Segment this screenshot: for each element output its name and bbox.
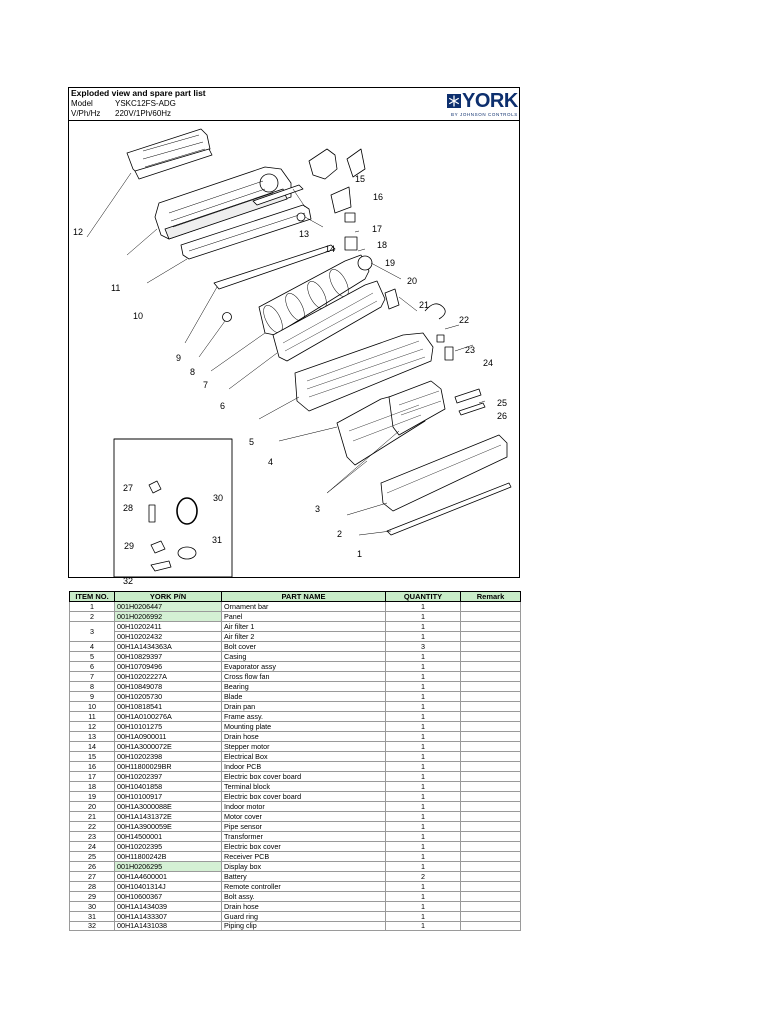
- part-name-cell: Electrical Box: [222, 752, 386, 762]
- york-pn-cell: 00H10202227A: [115, 672, 222, 682]
- part-name-cell: Air filter 2: [222, 632, 386, 642]
- quantity-cell: 1: [386, 602, 461, 612]
- callout-7: 7: [203, 380, 209, 390]
- item-no-cell: 7: [70, 672, 115, 682]
- callout-1: 1: [357, 549, 363, 559]
- item-no-cell: 5: [70, 652, 115, 662]
- quantity-cell: 1: [386, 652, 461, 662]
- table-row: [70, 732, 521, 742]
- quantity-cell: 1: [386, 802, 461, 812]
- part-name-cell: Bearing: [222, 682, 386, 692]
- part-name-cell: Stepper motor: [222, 742, 386, 752]
- col-header-part-name: PART NAME: [222, 592, 386, 602]
- item-no-cell: 26: [70, 862, 115, 872]
- logo-wordmark: YORK: [462, 90, 518, 112]
- callout-4: 4: [268, 457, 274, 467]
- mounting-plate-part: [127, 129, 212, 179]
- york-pn-cell: 00H10818541: [115, 702, 222, 712]
- part-name-cell: Cross flow fan: [222, 672, 386, 682]
- part-name-cell: Bolt cover: [222, 642, 386, 652]
- table-row: [70, 792, 521, 802]
- callout-12: 12: [73, 227, 84, 237]
- table-row: [70, 602, 521, 612]
- callout-13: 13: [299, 229, 310, 239]
- logo-subtitle: BY JOHNSON CONTROLS: [451, 112, 518, 117]
- york-pn-cell: 001H0206992: [115, 612, 222, 622]
- quantity-cell: 1: [386, 752, 461, 762]
- callout-17: 17: [372, 224, 383, 234]
- quantity-cell: 1: [386, 742, 461, 752]
- quantity-cell: 1: [386, 852, 461, 862]
- col-header-quantity: QUANTITY: [386, 592, 461, 602]
- remark-cell: [461, 802, 521, 812]
- part-name-cell: Electric box cover board: [222, 792, 386, 802]
- remark-cell: [461, 862, 521, 872]
- remark-cell: [461, 632, 521, 642]
- exploded-view-diagram: [69, 121, 519, 586]
- quantity-cell: 1: [386, 722, 461, 732]
- table-row: [70, 832, 521, 842]
- remark-cell: [461, 702, 521, 712]
- part-name-cell: Indoor motor: [222, 802, 386, 812]
- remark-cell: [461, 842, 521, 852]
- quantity-cell: 1: [386, 692, 461, 702]
- table-row: [70, 632, 521, 642]
- parts-table: [69, 591, 521, 931]
- quantity-cell: 1: [386, 772, 461, 782]
- air-filter-part: [337, 381, 445, 465]
- york-pn-cell: 00H1A0900011: [115, 732, 222, 742]
- snowflake-icon: [447, 94, 461, 108]
- remark-cell: [461, 682, 521, 692]
- table-row: [70, 912, 521, 922]
- york-pn-cell: 001H0206295: [115, 862, 222, 872]
- remark-cell: [461, 752, 521, 762]
- table-row: [70, 852, 521, 862]
- table-row: [70, 902, 521, 912]
- table-row: [70, 772, 521, 782]
- part-name-cell: Evaporator assy: [222, 662, 386, 672]
- remark-cell: [461, 772, 521, 782]
- item-no-cell: 6: [70, 662, 115, 672]
- table-row: [70, 702, 521, 712]
- table-row: [70, 722, 521, 732]
- york-pn-cell: 00H1A3000072E: [115, 742, 222, 752]
- callout-32: 32: [123, 576, 134, 586]
- table-row: [70, 692, 521, 702]
- remark-cell: [461, 882, 521, 892]
- quantity-cell: 1: [386, 862, 461, 872]
- item-no-cell: 2: [70, 612, 115, 622]
- remark-cell: [461, 622, 521, 632]
- part-name-cell: Ornament bar: [222, 602, 386, 612]
- part-name-cell: Blade: [222, 692, 386, 702]
- item-no-cell: 13: [70, 732, 115, 742]
- table-row: [70, 662, 521, 672]
- table-row: [70, 872, 521, 882]
- table-row: [70, 612, 521, 622]
- remark-cell: [461, 782, 521, 792]
- callout-29: 29: [124, 541, 135, 551]
- york-pn-cell: 00H1A1434039: [115, 902, 222, 912]
- remark-cell: [461, 872, 521, 882]
- item-no-cell: 24: [70, 842, 115, 852]
- callout-2: 2: [337, 529, 343, 539]
- york-pn-cell: 00H10401314J: [115, 882, 222, 892]
- part-name-cell: Display box: [222, 862, 386, 872]
- remark-cell: [461, 792, 521, 802]
- part-name-cell: Pipe sensor: [222, 822, 386, 832]
- quantity-cell: 1: [386, 792, 461, 802]
- quantity-cell: 1: [386, 842, 461, 852]
- item-no-cell: 4: [70, 642, 115, 652]
- callout-25: 25: [497, 398, 508, 408]
- callout-5: 5: [249, 437, 255, 447]
- remark-cell: [461, 662, 521, 672]
- item-no-cell: 22: [70, 822, 115, 832]
- item-no-cell: 30: [70, 902, 115, 912]
- york-pn-cell: 00H1A1431372E: [115, 812, 222, 822]
- item-no-cell: 12: [70, 722, 115, 732]
- voltage-value: 220V/1Ph/60Hz: [115, 109, 172, 118]
- quantity-cell: 1: [386, 702, 461, 712]
- item-no-cell: 19: [70, 792, 115, 802]
- part-name-cell: Motor cover: [222, 812, 386, 822]
- york-pn-cell: 00H14500001: [115, 832, 222, 842]
- callout-23: 23: [465, 345, 476, 355]
- table-row: [70, 802, 521, 812]
- item-no-cell: 23: [70, 832, 115, 842]
- callout-10: 10: [133, 311, 144, 321]
- table-row: [70, 762, 521, 772]
- quantity-cell: 1: [386, 922, 461, 931]
- part-name-cell: Receiver PCB: [222, 852, 386, 862]
- item-no-cell: 20: [70, 802, 115, 812]
- york-pn-cell: 00H10101275: [115, 722, 222, 732]
- table-row: [70, 862, 521, 872]
- callout-31: 31: [212, 535, 223, 545]
- quantity-cell: 1: [386, 672, 461, 682]
- part-name-cell: Electric box cover board: [222, 772, 386, 782]
- york-pn-cell: 00H10849078: [115, 682, 222, 692]
- item-no-cell: 10: [70, 702, 115, 712]
- part-name-cell: Transformer: [222, 832, 386, 842]
- quantity-cell: 1: [386, 902, 461, 912]
- part-name-cell: Air filter 1: [222, 622, 386, 632]
- remark-cell: [461, 642, 521, 652]
- col-header-york-pn: YORK P/N: [115, 592, 222, 602]
- item-no-cell: 27: [70, 872, 115, 882]
- table-row: [70, 672, 521, 682]
- part-name-cell: Mounting plate: [222, 722, 386, 732]
- remark-cell: [461, 852, 521, 862]
- model-label: Model: [71, 99, 93, 108]
- remark-cell: [461, 712, 521, 722]
- item-no-cell: 29: [70, 892, 115, 902]
- table-row: [70, 892, 521, 902]
- table-row: [70, 782, 521, 792]
- callout-26: 26: [497, 411, 508, 421]
- callout-21: 21: [419, 300, 430, 310]
- part-name-cell: Terminal block: [222, 782, 386, 792]
- table-row: [70, 712, 521, 722]
- callout-20: 20: [407, 276, 418, 286]
- york-pn-cell: 00H10202395: [115, 842, 222, 852]
- callout-27: 27: [123, 483, 134, 493]
- part-name-cell: Electric box cover: [222, 842, 386, 852]
- model-value: YSKC12FS-ADG: [115, 99, 176, 108]
- york-pn-cell: 00H1A0100276A: [115, 712, 222, 722]
- remark-cell: [461, 732, 521, 742]
- part-name-cell: Panel: [222, 612, 386, 622]
- callout-9: 9: [176, 353, 182, 363]
- part-name-cell: Guard ring: [222, 912, 386, 922]
- item-no-cell: 18: [70, 782, 115, 792]
- item-no-cell: 17: [70, 772, 115, 782]
- quantity-cell: 1: [386, 762, 461, 772]
- item-no-cell: 31: [70, 912, 115, 922]
- callout-numbers: [73, 174, 507, 586]
- remark-cell: [461, 722, 521, 732]
- callout-11: 11: [111, 283, 121, 293]
- part-name-cell: Piping clip: [222, 922, 386, 931]
- table-row: [70, 922, 521, 931]
- york-pn-cell: 00H10202411: [115, 622, 222, 632]
- panel-part: [381, 435, 507, 511]
- remark-cell: [461, 912, 521, 922]
- table-header-row: [70, 592, 521, 602]
- table-row: [70, 752, 521, 762]
- quantity-cell: 1: [386, 632, 461, 642]
- quantity-cell: 1: [386, 822, 461, 832]
- york-pn-cell: 00H10202398: [115, 752, 222, 762]
- accessories-part: [149, 481, 197, 571]
- remark-cell: [461, 762, 521, 772]
- part-name-cell: Drain hose: [222, 732, 386, 742]
- item-no-cell: 3: [70, 622, 115, 642]
- york-pn-cell: 00H1A1431038: [115, 922, 222, 931]
- remark-cell: [461, 822, 521, 832]
- callout-15: 15: [355, 174, 366, 184]
- york-pn-cell: 00H11800029BR: [115, 762, 222, 772]
- table-row: [70, 842, 521, 852]
- quantity-cell: 1: [386, 682, 461, 692]
- part-name-cell: Remote controller: [222, 882, 386, 892]
- quantity-cell: 1: [386, 712, 461, 722]
- callout-14: 14: [325, 244, 336, 254]
- quantity-cell: 1: [386, 892, 461, 902]
- sheet-title: Exploded view and spare part list: [71, 88, 206, 98]
- remark-cell: [461, 652, 521, 662]
- quantity-cell: 1: [386, 812, 461, 822]
- york-pn-cell: 00H10709496: [115, 662, 222, 672]
- callout-6: 6: [220, 401, 226, 411]
- remark-cell: [461, 672, 521, 682]
- callout-3: 3: [315, 504, 321, 514]
- col-header-item-no: ITEM NO.: [70, 592, 115, 602]
- remark-cell: [461, 922, 521, 931]
- quantity-cell: 1: [386, 732, 461, 742]
- york-pn-cell: 00H1A3000088E: [115, 802, 222, 812]
- item-no-cell: 1: [70, 602, 115, 612]
- part-name-cell: Casing: [222, 652, 386, 662]
- remark-cell: [461, 892, 521, 902]
- york-pn-cell: 001H0206447: [115, 602, 222, 612]
- part-name-cell: Drain hose: [222, 902, 386, 912]
- york-pn-cell: 00H11800242B: [115, 852, 222, 862]
- callout-19: 19: [385, 258, 396, 268]
- item-no-cell: 28: [70, 882, 115, 892]
- item-no-cell: 8: [70, 682, 115, 692]
- table-row: [70, 682, 521, 692]
- item-no-cell: 25: [70, 852, 115, 862]
- quantity-cell: 1: [386, 662, 461, 672]
- quantity-cell: 2: [386, 872, 461, 882]
- table-row: [70, 822, 521, 832]
- york-pn-cell: 00H10202432: [115, 632, 222, 642]
- york-pn-cell: 00H1A1433307: [115, 912, 222, 922]
- table-row: [70, 882, 521, 892]
- item-no-cell: 11: [70, 712, 115, 722]
- york-pn-cell: 00H1A4600001: [115, 872, 222, 882]
- remark-cell: [461, 742, 521, 752]
- callout-30: 30: [213, 493, 224, 503]
- col-header-remark: Remark: [461, 592, 521, 602]
- item-no-cell: 16: [70, 762, 115, 772]
- table-row: [70, 742, 521, 752]
- table-row: [70, 652, 521, 662]
- york-pn-cell: 00H1A3900059E: [115, 822, 222, 832]
- bearing-part: [223, 313, 232, 322]
- remark-cell: [461, 612, 521, 622]
- table-row: [70, 812, 521, 822]
- remark-cell: [461, 692, 521, 702]
- quantity-cell: 1: [386, 912, 461, 922]
- york-pn-cell: 00H1A1434363A: [115, 642, 222, 652]
- item-no-cell: 9: [70, 692, 115, 702]
- york-pn-cell: 00H10202397: [115, 772, 222, 782]
- york-pn-cell: 00H10829397: [115, 652, 222, 662]
- callout-24: 24: [483, 358, 494, 368]
- quantity-cell: 3: [386, 642, 461, 652]
- stepper-motor-part: [297, 213, 305, 221]
- table-row: [70, 622, 521, 632]
- part-name-cell: Drain pan: [222, 702, 386, 712]
- item-no-cell: 32: [70, 922, 115, 931]
- callout-16: 16: [373, 192, 384, 202]
- quantity-cell: 1: [386, 612, 461, 622]
- callout-18: 18: [377, 240, 388, 250]
- remark-cell: [461, 812, 521, 822]
- item-no-cell: 21: [70, 812, 115, 822]
- york-pn-cell: 00H10100917: [115, 792, 222, 802]
- part-name-cell: Frame assy.: [222, 712, 386, 722]
- york-pn-cell: 00H10401858: [115, 782, 222, 792]
- york-pn-cell: 00H10205730: [115, 692, 222, 702]
- voltage-label: V/Ph/Hz: [71, 109, 101, 118]
- remark-cell: [461, 902, 521, 912]
- part-name-cell: Battery: [222, 872, 386, 882]
- quantity-cell: 1: [386, 782, 461, 792]
- quantity-cell: 1: [386, 832, 461, 842]
- callout-8: 8: [190, 367, 196, 377]
- callout-22: 22: [459, 315, 470, 325]
- york-pn-cell: 00H10600367: [115, 892, 222, 902]
- york-logo: [447, 91, 519, 119]
- spare-part-sheet: [68, 87, 520, 586]
- item-no-cell: 14: [70, 742, 115, 752]
- item-no-cell: 15: [70, 752, 115, 762]
- remark-cell: [461, 602, 521, 612]
- part-name-cell: Bolt assy.: [222, 892, 386, 902]
- table-row: [70, 642, 521, 652]
- quantity-cell: 1: [386, 622, 461, 632]
- part-name-cell: Indoor PCB: [222, 762, 386, 772]
- quantity-cell: 1: [386, 882, 461, 892]
- callout-28: 28: [123, 503, 134, 513]
- remark-cell: [461, 832, 521, 842]
